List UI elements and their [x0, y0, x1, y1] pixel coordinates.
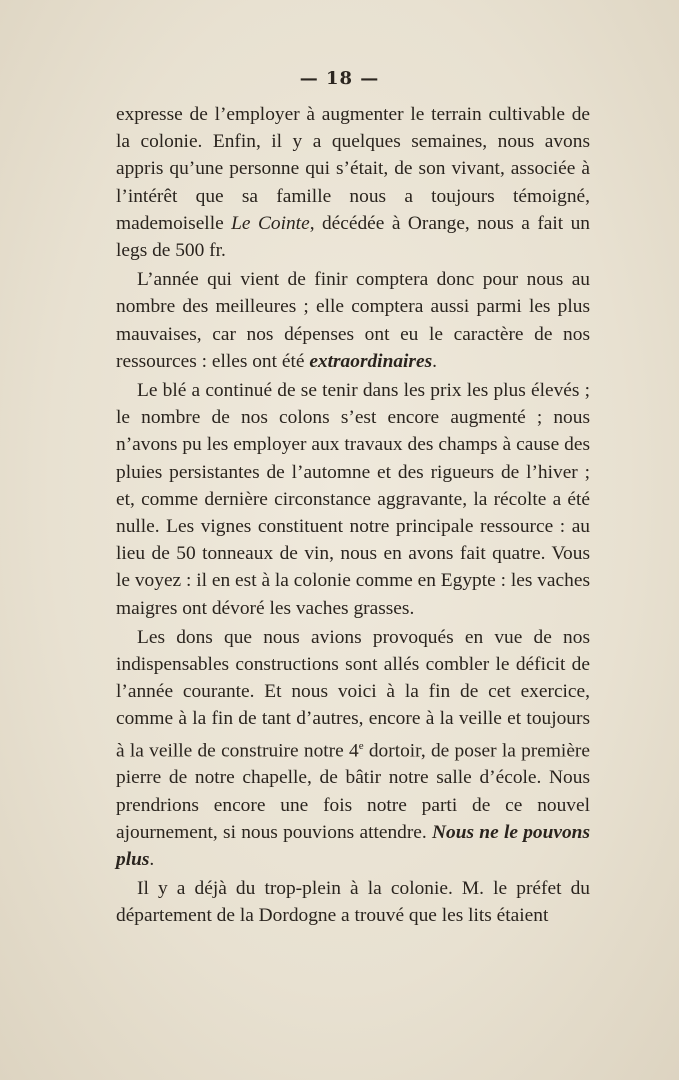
- paragraph-3: [116, 377, 590, 622]
- paragraph-4-emphasis: Nous ne le pouvons plus: [116, 821, 591, 870]
- paragraph-1-text-b: , décédée à Orange, nous a fait un legs de 500 fr.: [116, 212, 590, 262]
- paragraph-5: [116, 875, 590, 929]
- paragraph-2-emphasis: extraordinaires: [309, 350, 433, 372]
- paragraph-3-text: Le blé a continué de se tenir dans les prix les plus élevés ; le nombre de nos colons s’est encore augmenté ; nous n’avons pu les employer aux travaux des champs à cause des pluies persistantes de l’automne et des rigueurs de l’hiver ; et, comme dernière circonstance aggravante, la récolte a été nulle. Les vignes constituent notre principale ressource : au lieu de 50 tonneaux de vin, nous en avons fait quatre. Vous le voyez : il en est à la colonie comme en Egypte : les vaches maigres ont dévoré les vaches grasses.: [116, 380, 590, 619]
- paragraph-2-text-a: L’année qui vient de finir comptera donc pour nous au nombre des meilleures ; elle comptera aussi parmi les plus mauvaises, car nos dépenses ont eu le caractère de nos ressources : elles ont été: [116, 269, 590, 372]
- paragraph-4-text-b: dortoir, de poser la première pierre de notre chapelle, de bâtir notre salle d’école. Nous prendrions encore une fois notre parti de ce nouvel ajournement, si nous pouvions attendre.: [116, 740, 590, 843]
- paragraph-4-superscript: e: [358, 739, 364, 752]
- paragraph-4-text-a: Les dons que nous avions provoqués en vue de nos indispensables constructions sont allés combler le déficit de l’année courante. Et nous voici à la fin de cet exercice, comme à la fin de tant d’autres, encore à la veille et toujours à la veille de construire notre 4: [116, 626, 590, 762]
- paragraph-5-text: Il y a déjà du trop-plein à la colonie. M. le préfet du département de la Dordogne a trouvé que les lits étaient: [116, 878, 590, 927]
- paragraph-2-text-b: .: [432, 350, 437, 372]
- paragraph-4: [116, 624, 590, 873]
- page-number: — 18 —: [299, 68, 380, 89]
- paragraph-1: [116, 101, 590, 264]
- paragraph-4-text-c: .: [149, 848, 155, 870]
- body-text: [116, 101, 590, 932]
- paragraph-1-name-italic: Le Cointe: [231, 212, 310, 234]
- paragraph-2: [116, 266, 590, 375]
- paragraph-1-text-a: expresse de l’employer à augmenter le terrain cultivable de la colonie. Enfin, il y a quelques semaines, nous avons appris qu’une personne qui s’était, de son vivant, associée à l’intérêt que sa famille nous a toujours témoigné, mademoiselle: [116, 104, 590, 234]
